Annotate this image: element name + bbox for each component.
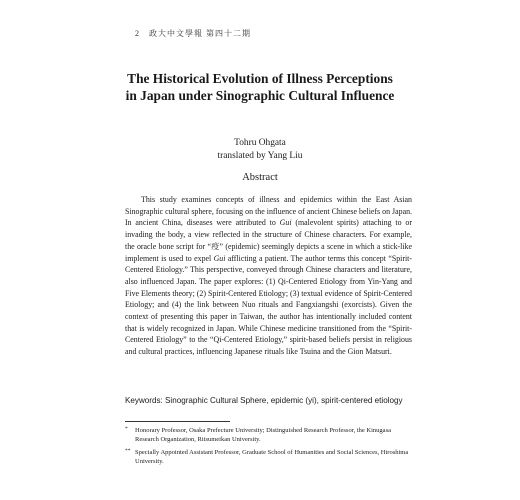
- translator-name: translated by Yang Liu: [217, 151, 303, 161]
- keywords-line: Keywords: Sinographic Cultural Sphere, epidemic (yi), spirit-centered etiology: [125, 396, 403, 405]
- abstract-part-3: afflicting a patient. The author terms this concept “Spirit-Centered Etiology.” This perspective, conveyed through Chinese characters and literature, also influenced Japan. The paper explores: (1) Qi-Centered Etiology from Yin-Yang and Five Elements theory; (2) Spirit-Centered Etiology; (3) textual evidence of Spirit-Centered Etiology; and (4) the link between Nuo rituals and Fangxiangshi (exorcists). Given the context of presenting this paper in Taiwan, the author has intentionally included content that is widely recognized in Japan. While Chinese medicine transitioned from the “Spirit-Centered Etiology” to the “Qi-Centered Etiology,” spirit-based beliefs persist in religious and cultural practices, influencing Japanese rituals like Tsuina and the Gion Matsuri.: [125, 253, 412, 357]
- abstract-heading: Abstract: [242, 172, 278, 183]
- author-name: Tohru Ohgata: [234, 138, 286, 148]
- footnote: [125, 449, 412, 467]
- abstract-text: [125, 194, 412, 358]
- abstract-part-2: (malevolent spirits) attaching to or invading the body, a view reflected in the structure of Chinese characters. For example, the oracle bone script for “疫” (epidemic) seemingly depicts a scene in which a stick-like implement is used to expel: [125, 218, 412, 263]
- abstract-term-gui: Gui: [279, 218, 292, 228]
- abstract-part-1: This study examines concepts of illness and epidemics within the East Asian Sinographic cultural sphere, focusing on the influence of ancient Chinese beliefs on Japan. In ancient China, diseases were attributed to: [125, 195, 412, 228]
- footnote: [125, 427, 412, 445]
- page-number: 2: [135, 29, 140, 38]
- footnote-divider: [125, 421, 230, 422]
- running-head: [135, 28, 251, 39]
- title-line-2: in Japan under Sinographic Cultural Influence: [125, 88, 395, 103]
- footnote-text: Specially Appointed Assistant Professor, Graduate School of Humanities and Social Sciences, Hiroshima University.: [135, 449, 409, 465]
- author-block: [0, 137, 520, 163]
- footnote-mark: **: [125, 448, 131, 454]
- abstract-term-gui: Gui: [213, 253, 226, 263]
- title-line-1: The Historical Evolution of Illness Perceptions: [127, 71, 393, 86]
- paper-title: [0, 70, 520, 104]
- footnote-text: Honorary Professor, Osaka Prefecture University; Distinguished Research Professor, the Kinugasa Research Organization, Ritsumeikan University.: [135, 427, 391, 443]
- journal-name: 政大中文學報 第四十二期: [149, 29, 251, 38]
- footnote-mark: *: [125, 426, 128, 432]
